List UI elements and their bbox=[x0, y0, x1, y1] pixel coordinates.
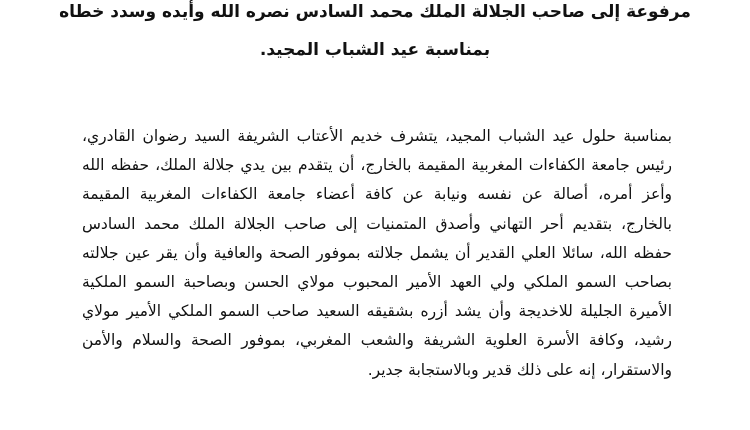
body-line: رشيد، وكافة الأسرة العلوية الشريفة والشعب المغربي، بموفور الصحة والسلام والأمن bbox=[82, 331, 672, 350]
body-line: رئيس جامعة الكفاءات المغربية المقيمة بالخارج، أن يتقدم بين يدي جلالة الملك، حفظه الله bbox=[82, 156, 672, 175]
body-line: وأعز أمره، أصالة عن نفسه ونيابة عن كافة أعضاء جامعة الكفاءات المغربية المقيمة bbox=[82, 185, 672, 204]
body-line: حفظه الله، سائلا العلي القدير أن يشمل جلالته بموفور الصحة والعافية وأن يقر عين جلالته bbox=[82, 243, 672, 262]
letter-body bbox=[82, 122, 672, 385]
header-line-2: بمناسبة عيد الشباب المجيد. bbox=[259, 40, 491, 60]
body-line: والاستقرار، إنه على ذلك قدير وبالاستجابة جدير. bbox=[367, 360, 672, 379]
header-line-1: مرفوعة إلى صاحب الجلالة الملك محمد السادس نصره الله وأيده وسدد خطاه bbox=[59, 2, 691, 22]
body-line: الأميرة الجليلة للاخديجة وأن يشد أزره بشقيقه السعيد صاحب السمو الملكي الأمير مولاي bbox=[82, 302, 672, 321]
body-line: بصاحب السمو الملكي ولي العهد الأمير المحبوب مولاي الحسن وبصاحبة السمو الملكية bbox=[82, 272, 672, 291]
body-line: بمناسبة حلول عيد الشباب المجيد، يتشرف خديم الأعتاب الشريفة السيد رضوان القادري، bbox=[82, 127, 672, 145]
body-line: بالخارج، بتقديم أحر التهاني وأصدق المتمنيات إلى صاحب الجلالة الملك محمد السادس bbox=[82, 214, 672, 233]
